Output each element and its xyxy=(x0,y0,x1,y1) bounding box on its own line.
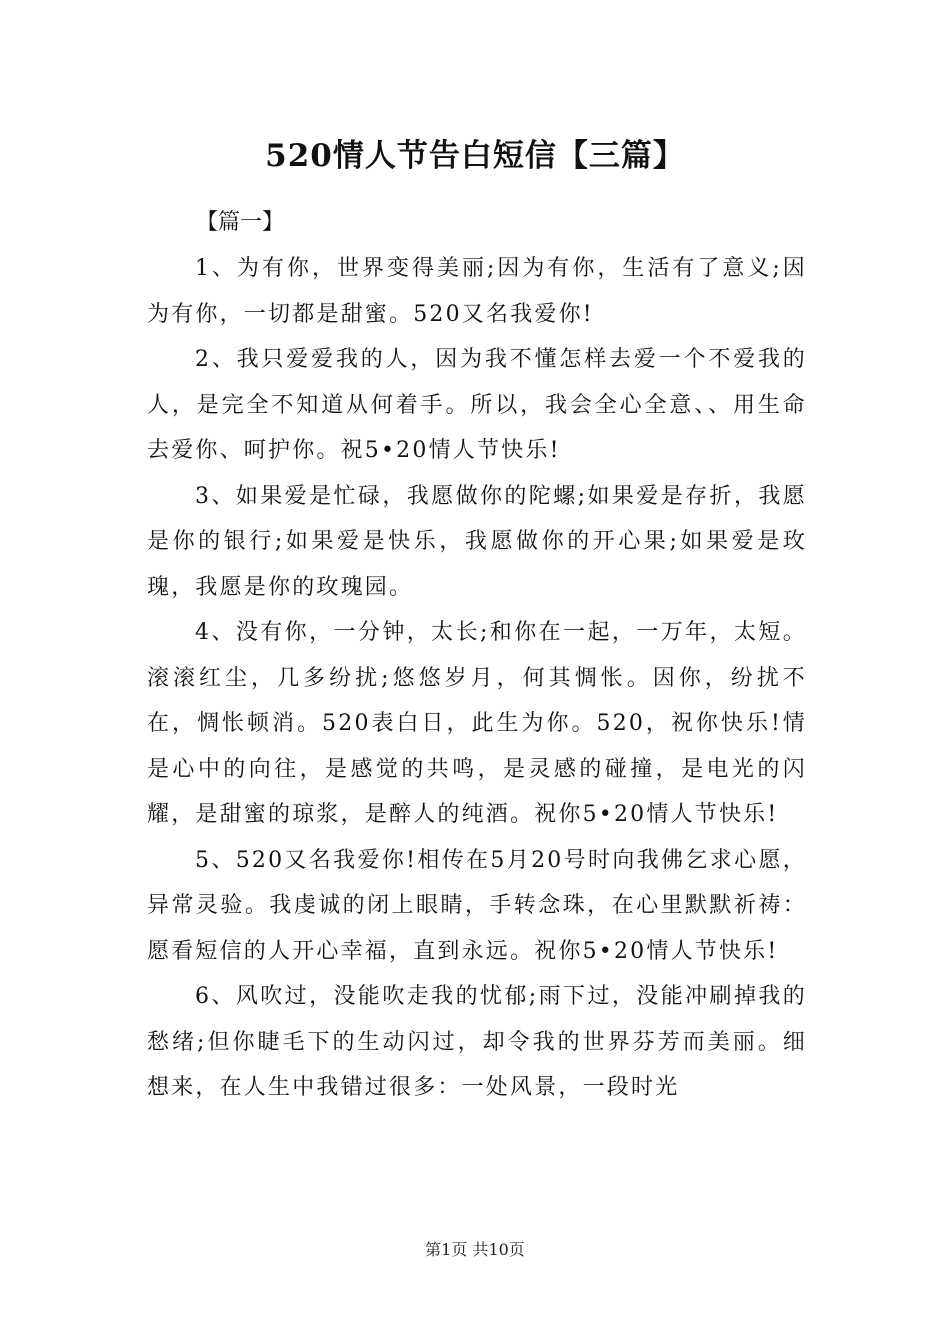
paragraph-1: 1、为有你，世界变得美丽;因为有你，生活有了意义;因为有你，一切都是甜蜜。520又名我爱你! xyxy=(147,256,807,327)
paragraph-4: 4、没有你，一分钟，太长;和你在一起，一万年，太短。滚滚红尘，几多纷扰;悠悠岁月，何其惆怅。因你，纷扰不在，惆怅顿消。520表白日，此生为你。520，祝你快乐!情是心中的向往，是感觉的共鸣，是灵感的碰撞，是电光的闪耀，是甜蜜的琼浆，是醉人的纯酒。祝你5•20情人节快乐! xyxy=(147,620,807,827)
paragraph-5: 5、520又名我爱你!相传在5月20号时向我佛乞求心愿，异常灵验。我虔诚的闭上眼睛，手转念珠，在心里默默祈祷：愿看短信的人开心幸福，直到永远。祝你5•20情人节快乐! xyxy=(147,847,807,964)
section-heading: 【篇一】 xyxy=(196,210,285,235)
paragraph-2: 2、我只爱爱我的人，因为我不懂怎样去爱一个不爱我的人，是完全不知道从何着手。所以，我会全心全意、、用生命去爱你、呵护你。祝5•20情人节快乐! xyxy=(147,347,807,463)
paragraph-6: 6、风吹过，没能吹走我的忧郁;雨下过，没能冲刷掉我的愁绪;但你睫毛下的生动闪过，却令我的世界芬芳而美丽。细想来，在人生中我错过很多：一处风景，一段时光 xyxy=(147,984,807,1100)
page-title: 520情人节告白短信【三篇】 xyxy=(265,138,685,174)
page-footer: 第1页 共10页 xyxy=(425,1240,525,1259)
document-body xyxy=(147,246,807,1111)
paragraph-3: 3、如果爱是忙碌，我愿做你的陀螺;如果爱是存折，我愿是你的银行;如果爱是快乐，我愿做你的开心果;如果爱是玫瑰，我愿是你的玫瑰园。 xyxy=(147,483,807,600)
